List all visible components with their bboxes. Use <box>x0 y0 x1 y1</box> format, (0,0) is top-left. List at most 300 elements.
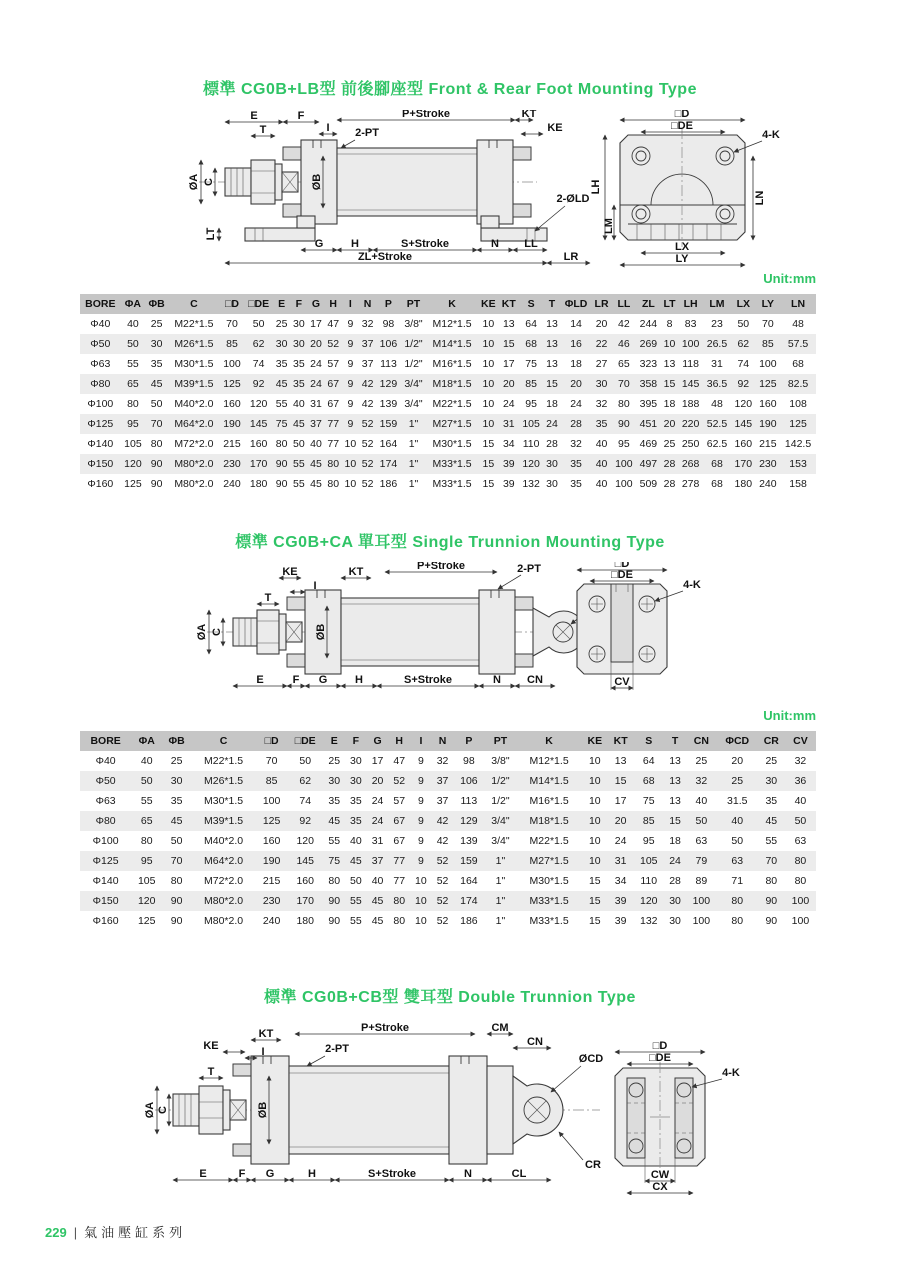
dim-cell: 31 <box>614 855 627 867</box>
dim-cell: 125 <box>223 378 241 390</box>
column-header: T <box>543 294 560 314</box>
table-row <box>80 751 816 771</box>
dim-cell: 45 <box>275 378 288 390</box>
column-header: KE <box>478 294 499 314</box>
dim-cell: 62 <box>252 338 265 350</box>
column-header: K <box>426 294 478 314</box>
dim-cell: 17 <box>614 795 627 807</box>
dim-cell: 125 <box>137 915 156 927</box>
dim-cell: 3/4" <box>404 378 423 390</box>
column-header: P <box>453 731 484 751</box>
dim-cell: 10 <box>415 875 427 887</box>
dim-cell: 90 <box>170 915 183 927</box>
dim-label-sqd: □D <box>652 1040 668 1052</box>
column-header: ZL <box>636 294 661 314</box>
dim-cell: 105 <box>522 418 540 430</box>
dim-cell: M80*2.0 <box>204 895 244 907</box>
ca-dimension-table <box>80 731 816 931</box>
table-row <box>80 334 816 354</box>
dim-cell: M16*1.5 <box>432 358 472 370</box>
dim-cell: 106 <box>460 775 478 787</box>
dim-cell: 25 <box>150 318 163 330</box>
cb-diagram-svg <box>145 1018 745 1195</box>
column-header: T <box>664 731 686 751</box>
dim-cell: 145 <box>734 418 753 430</box>
dim-cell: 30 <box>292 318 305 330</box>
dim-cell: 180 <box>296 915 314 927</box>
dim-label-c: C <box>203 178 215 186</box>
dim-cell: 52 <box>361 478 374 490</box>
dim-label-lt: LT <box>205 227 217 241</box>
dim-cell: 174 <box>460 895 478 907</box>
dim-cell: M16*1.5 <box>529 795 569 807</box>
dim-cell: 62 <box>299 775 312 787</box>
dim-cell: 55 <box>350 915 362 927</box>
dim-cell: 105 <box>639 855 658 867</box>
dim-cell: 10 <box>344 438 357 450</box>
dim-cell: 62.5 <box>706 438 728 450</box>
dim-cell: 34 <box>614 875 627 887</box>
column-header: LL <box>612 294 637 314</box>
table-row <box>80 811 816 831</box>
dim-cell: 1/2" <box>491 795 510 807</box>
dim-cell: 50 <box>127 338 139 350</box>
dim-cell: 9 <box>417 835 424 847</box>
dim-cell: 159 <box>460 855 478 867</box>
dim-cell: 50 <box>140 775 153 787</box>
dim-cell: 77 <box>393 855 406 867</box>
cb-mounting-diagram <box>145 1018 745 1200</box>
dim-label-ke: KE <box>282 566 298 578</box>
dim-cell: 9 <box>347 318 354 330</box>
column-header: P <box>376 294 401 314</box>
dim-cell: 20 <box>731 755 744 767</box>
dim-label-4k: 4-K <box>762 129 780 141</box>
dim-cell: 30 <box>292 338 305 350</box>
bore-cell: Φ150 <box>92 895 119 907</box>
dim-cell: 100 <box>681 338 700 350</box>
dim-cell: 40 <box>794 795 807 807</box>
dim-label-i: I <box>326 122 330 134</box>
dim-cell: 52.5 <box>706 418 728 430</box>
dim-cell: M64*2.0 <box>204 855 244 867</box>
column-header: ΦA <box>121 294 146 314</box>
dim-cell: 1/2" <box>404 358 423 370</box>
dim-cell: 35 <box>292 378 305 390</box>
dim-label-ob: ØB <box>311 173 323 191</box>
dim-cell: 159 <box>379 418 398 430</box>
bore-cell: Φ150 <box>87 458 114 470</box>
dim-cell: M80*2.0 <box>204 915 244 927</box>
dim-cell: 18 <box>546 398 558 410</box>
dim-cell: 25 <box>695 755 708 767</box>
dim-label-2old: 2-ØLD <box>556 193 590 205</box>
dim-cell: 25 <box>765 755 778 767</box>
dim-cell: 35 <box>350 815 362 827</box>
page-number: 229 <box>45 1225 67 1240</box>
dim-cell: M80*2.0 <box>174 458 214 470</box>
dim-cell: 80 <box>731 895 744 907</box>
dim-cell: 250 <box>681 438 700 450</box>
dim-cell: 13 <box>546 318 558 330</box>
section2-title: 標準 CG0B+CA 單耳型 Single Trunnion Mounting Type <box>235 534 665 551</box>
bore-cell: Φ63 <box>90 358 111 370</box>
dim-cell: 10 <box>415 895 427 907</box>
column-header: G <box>307 294 324 314</box>
dim-cell: 174 <box>379 458 398 470</box>
bore-cell: Φ100 <box>92 835 119 847</box>
column-header: LN <box>780 294 816 314</box>
table-row <box>80 871 816 891</box>
dim-cell: 28 <box>663 458 676 470</box>
dim-cell: 50 <box>252 318 265 330</box>
bore-cell: Φ140 <box>92 875 119 887</box>
dim-cell: 13 <box>546 338 558 350</box>
column-header: S <box>519 294 544 314</box>
dim-cell: 1/2" <box>491 775 510 787</box>
dim-cell: M30*1.5 <box>529 875 569 887</box>
table-row <box>80 454 816 474</box>
dim-label-oa: ØA <box>145 1101 156 1119</box>
dim-cell: 83 <box>684 318 697 330</box>
dim-cell: 31 <box>310 398 322 410</box>
dim-cell: 52 <box>436 895 449 907</box>
dim-cell: 145 <box>296 855 314 867</box>
dim-cell: 74 <box>252 358 265 370</box>
dim-cell: 8 <box>666 318 673 330</box>
dim-cell: 62 <box>737 338 750 350</box>
dim-cell: 80 <box>393 895 406 907</box>
bore-cell: Φ140 <box>87 438 114 450</box>
ca-diagram-svg <box>195 562 805 704</box>
dim-cell: 100 <box>615 478 633 490</box>
dim-label-h: H <box>351 238 359 250</box>
column-header: ΦB <box>145 294 168 314</box>
bore-cell: Φ80 <box>90 378 111 390</box>
dim-cell: 17 <box>310 318 322 330</box>
dim-cell: 120 <box>249 398 268 410</box>
column-header: CR <box>758 731 785 751</box>
dim-cell: 180 <box>734 478 753 490</box>
dim-cell: M18*1.5 <box>529 815 569 827</box>
dim-cell: 95 <box>127 418 139 430</box>
column-header: LH <box>678 294 703 314</box>
dim-label-cw: CW <box>650 1169 670 1181</box>
column-header: N <box>359 294 376 314</box>
dim-cell: 32 <box>361 318 374 330</box>
dim-cell: 40 <box>695 795 708 807</box>
dim-cell: 153 <box>789 458 807 470</box>
dim-cell: 80 <box>140 835 153 847</box>
dim-cell: 3/8" <box>491 755 510 767</box>
dim-cell: 31 <box>711 358 723 370</box>
dim-cell: 30 <box>669 895 681 907</box>
dim-label-n: N <box>491 238 499 250</box>
column-header: PT <box>401 294 427 314</box>
dim-cell: 89 <box>695 875 708 887</box>
dim-cell: 18 <box>669 835 681 847</box>
dim-cell: 24 <box>371 815 384 827</box>
dim-cell: 70 <box>226 318 238 330</box>
column-header: PT <box>484 731 516 751</box>
dim-cell: 120 <box>124 458 142 470</box>
dim-cell: 215 <box>223 438 241 450</box>
dim-cell: 10 <box>482 398 495 410</box>
dim-cell: 39 <box>614 895 627 907</box>
dim-cell: 9 <box>417 755 424 767</box>
dim-label-sqde: □DE <box>671 120 693 132</box>
table-row <box>80 394 816 414</box>
dim-cell: 120 <box>137 895 156 907</box>
column-header: CN <box>686 731 717 751</box>
dim-label-ll: LL <box>524 238 538 250</box>
dim-cell: 160 <box>262 835 281 847</box>
dim-cell: M12*1.5 <box>529 755 569 767</box>
dim-cell: 31.5 <box>727 795 748 807</box>
dim-label-n: N <box>464 1168 472 1180</box>
dim-label-i: I <box>313 580 317 592</box>
column-header: LY <box>756 294 781 314</box>
dim-cell: 55 <box>292 478 305 490</box>
dim-cell: 40 <box>595 478 608 490</box>
dim-label-2pt: 2-PT <box>517 563 541 575</box>
dim-cell: 30 <box>765 775 778 787</box>
dim-cell: 80 <box>170 875 183 887</box>
dim-cell: 32 <box>595 398 608 410</box>
dim-cell: 30 <box>546 478 558 490</box>
dim-cell: 10 <box>588 755 601 767</box>
dim-cell: 52 <box>436 915 449 927</box>
dim-cell: 79 <box>695 855 708 867</box>
dim-label-ob: ØB <box>257 1101 269 1119</box>
dim-cell: 45 <box>292 418 305 430</box>
dim-cell: 30 <box>350 755 362 767</box>
dim-cell: 145 <box>681 378 700 390</box>
dim-cell: 65 <box>140 815 153 827</box>
dim-cell: 13 <box>669 795 681 807</box>
table-row <box>80 831 816 851</box>
column-header: LM <box>703 294 731 314</box>
dim-cell: 50 <box>794 815 807 827</box>
column-header: □D <box>220 294 245 314</box>
dim-cell: 10 <box>588 775 601 787</box>
dim-cell: 80 <box>328 875 341 887</box>
dim-cell: 50 <box>695 815 708 827</box>
dim-cell: 67 <box>327 398 340 410</box>
dim-cell: 215 <box>759 438 777 450</box>
dim-cell: 47 <box>393 755 406 767</box>
dim-label-cn: CN <box>527 1036 543 1048</box>
dim-cell: 15 <box>588 915 601 927</box>
dim-cell: 92 <box>252 378 265 390</box>
dim-cell: M40*2.0 <box>204 835 244 847</box>
dim-cell: 10 <box>588 835 601 847</box>
dim-cell: 120 <box>296 835 314 847</box>
dim-cell: 90 <box>170 895 183 907</box>
dim-cell: 269 <box>639 338 658 350</box>
dim-cell: 40 <box>292 398 305 410</box>
dim-cell: 15 <box>482 478 495 490</box>
ca-mounting-diagram <box>195 562 805 709</box>
dim-cell: 80 <box>127 398 139 410</box>
dim-cell: 278 <box>681 478 700 490</box>
dim-cell: 158 <box>789 478 807 490</box>
dim-cell: 95 <box>140 855 153 867</box>
dim-cell: 10 <box>482 358 495 370</box>
dim-cell: M80*2.0 <box>174 478 214 490</box>
dim-cell: 42 <box>361 378 374 390</box>
dim-cell: 10 <box>482 338 495 350</box>
dim-cell: 22 <box>595 338 608 350</box>
dim-label-e: E <box>250 110 258 122</box>
bore-cell: Φ50 <box>90 338 111 350</box>
dim-cell: 70 <box>170 855 183 867</box>
lb-diagram-svg <box>185 110 805 268</box>
dim-cell: 63 <box>695 835 708 847</box>
dim-cell: 125 <box>124 478 142 490</box>
column-header: N <box>432 731 454 751</box>
dim-cell: 358 <box>639 378 658 390</box>
dim-cell: 80 <box>150 438 163 450</box>
dim-cell: M64*2.0 <box>174 418 214 430</box>
dim-label-sqd: □D <box>614 562 630 570</box>
dim-cell: 68 <box>711 478 723 490</box>
dim-cell: 10 <box>588 795 601 807</box>
dim-label-ocd: ØCD <box>578 1053 604 1065</box>
column-header: I <box>410 731 432 751</box>
dim-cell: 9 <box>347 338 354 350</box>
dim-cell: 30 <box>150 338 163 350</box>
dim-cell: M22*1.5 <box>529 835 569 847</box>
dim-cell: 30 <box>669 915 681 927</box>
dim-cell: 139 <box>460 835 478 847</box>
dim-cell: 85 <box>762 338 774 350</box>
dim-cell: 497 <box>639 458 658 470</box>
dim-cell: 9 <box>347 358 354 370</box>
dim-cell: 100 <box>692 895 711 907</box>
column-header: I <box>342 294 359 314</box>
dim-cell: 98 <box>382 318 395 330</box>
dim-cell: 50 <box>737 318 750 330</box>
dim-cell: 30 <box>275 338 288 350</box>
dim-cell: 100 <box>791 915 810 927</box>
dim-cell: 52 <box>436 875 449 887</box>
dim-cell: 188 <box>681 398 700 410</box>
cylinder-side-view <box>199 140 547 241</box>
dim-cell: 42 <box>618 318 630 330</box>
dim-cell: 95 <box>642 835 655 847</box>
dim-cell: 90 <box>765 895 778 907</box>
dim-cell: 32 <box>570 438 582 450</box>
dim-cell: 3/4" <box>491 815 510 827</box>
dim-label-oa: ØA <box>196 623 208 641</box>
dim-cell: 75 <box>275 418 288 430</box>
dim-cell: 45 <box>765 815 778 827</box>
dim-label-g: G <box>314 238 324 250</box>
dim-cell: 120 <box>522 458 540 470</box>
dim-cell: 70 <box>762 318 774 330</box>
table-row <box>80 314 816 334</box>
column-header: G <box>367 731 389 751</box>
dim-cell: M72*2.0 <box>204 875 244 887</box>
table-header-row <box>80 294 816 314</box>
dim-label-s-stroke: S+Stroke <box>368 1168 416 1180</box>
dim-cell: 24 <box>310 378 322 390</box>
dim-cell: 24 <box>310 358 322 370</box>
column-header: KE <box>582 731 608 751</box>
dim-cell: 30 <box>328 775 341 787</box>
dim-cell: 85 <box>226 338 238 350</box>
column-header: ΦCD <box>717 731 758 751</box>
dim-cell: 74 <box>737 358 750 370</box>
column-header: ΦA <box>131 731 162 751</box>
dim-cell: 105 <box>137 875 156 887</box>
dim-cell: 40 <box>127 318 139 330</box>
dim-cell: 90 <box>618 418 630 430</box>
dim-cell: 80 <box>393 915 406 927</box>
column-header: LT <box>661 294 679 314</box>
dim-cell: 68 <box>642 775 655 787</box>
dim-label-cv: CV <box>614 676 630 688</box>
dim-cell: M12*1.5 <box>432 318 472 330</box>
dim-cell: 30 <box>170 775 183 787</box>
dim-label-kt: KT <box>521 110 537 120</box>
dim-cell: 50 <box>150 398 163 410</box>
dim-cell: 113 <box>380 358 397 370</box>
dim-cell: 20 <box>570 378 582 390</box>
bore-cell: Φ125 <box>92 855 119 867</box>
dim-cell: 129 <box>379 378 398 390</box>
column-header: BORE <box>80 294 121 314</box>
dim-cell: 45 <box>350 855 362 867</box>
dim-cell: 52 <box>361 438 374 450</box>
dim-cell: 35 <box>170 795 183 807</box>
dim-label-t: T <box>259 124 267 136</box>
dim-cell: 13 <box>669 755 681 767</box>
dim-cell: 75 <box>525 358 537 370</box>
dim-cell: 67 <box>393 835 406 847</box>
dim-cell: 28 <box>570 418 582 430</box>
dim-cell: M39*1.5 <box>174 378 214 390</box>
dim-cell: 170 <box>734 458 753 470</box>
dim-label-ke: KE <box>203 1040 219 1052</box>
table-row <box>80 771 816 791</box>
dim-label-cx: CX <box>652 1181 668 1193</box>
dim-cell: 47 <box>327 318 340 330</box>
dim-cell: 32 <box>695 775 708 787</box>
dim-cell: 55 <box>140 795 153 807</box>
dim-cell: 100 <box>262 795 281 807</box>
dim-cell: 268 <box>681 458 700 470</box>
dim-cell: 28 <box>546 438 558 450</box>
dim-cell: 220 <box>681 418 700 430</box>
dim-cell: 105 <box>124 438 142 450</box>
dim-cell: 26.5 <box>706 338 728 350</box>
dim-label-p-stroke: P+Stroke <box>417 562 465 572</box>
dim-label-ob: ØB <box>315 623 327 641</box>
dim-cell: 240 <box>759 478 777 490</box>
dim-cell: 9 <box>347 398 354 410</box>
dim-cell: 31 <box>502 418 515 430</box>
dim-cell: 240 <box>223 478 241 490</box>
dim-cell: 80 <box>794 855 807 867</box>
dim-cell: 160 <box>223 398 241 410</box>
section1-title: 標準 CG0B+LB型 前後腳座型 Front & Rear Foot Mounting Type <box>203 81 697 98</box>
dim-cell: M33*1.5 <box>432 458 472 470</box>
dim-cell: 13 <box>669 775 681 787</box>
dim-label-cl: CL <box>511 1168 527 1180</box>
dim-cell: 10 <box>415 915 427 927</box>
